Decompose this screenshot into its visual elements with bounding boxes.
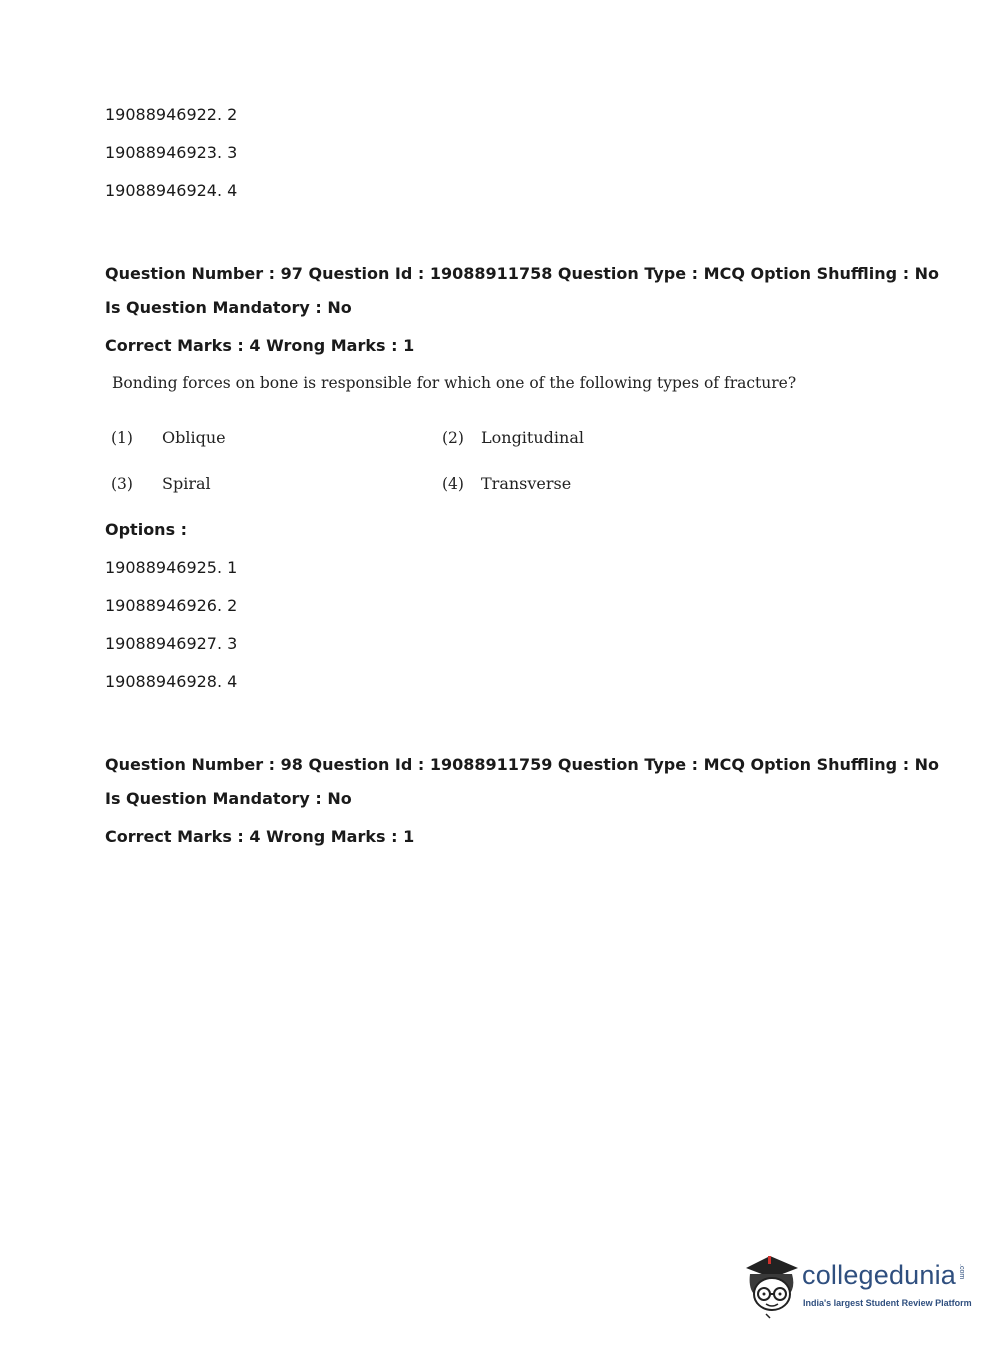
q97-options-label: Options : [105,520,188,539]
prev-option-2: 19088946923. 3 [105,143,238,162]
q97-header: Question Number : 97 Question Id : 19088911758 Question Type : MCQ Option Shuffling : No [105,264,940,283]
q97-choice-1-number: (1) [111,429,133,447]
q97-choice-4-text: Transverse [481,474,572,493]
q98-marks: Correct Marks : 4 Wrong Marks : 1 [105,827,415,846]
q97-choice-3-text: Spiral [162,474,211,493]
prev-option-1: 19088946922. 2 [105,105,238,124]
logo-suffix: .com [958,1264,965,1280]
q97-option-1: 19088946925. 1 [105,558,238,577]
prev-option-3: 19088946924. 4 [105,181,238,200]
q98-mandatory: Is Question Mandatory : No [105,789,352,808]
q97-option-4: 19088946928. 4 [105,672,238,691]
q97-marks: Correct Marks : 4 Wrong Marks : 1 [105,336,415,355]
mascot-icon [742,1250,802,1320]
q97-choice-1-text: Oblique [162,428,226,447]
q97-choice-3-number: (3) [111,475,133,493]
q97-choice-4-number: (4) [442,475,464,493]
q97-option-3: 19088946927. 3 [105,634,238,653]
q97-choice-2-text: Longitudinal [481,428,584,447]
logo-wordmark: collegedunia [802,1260,957,1290]
q97-question-text: Bonding forces on bone is responsible for which one of the following types of fracture? [112,374,797,392]
q97-mandatory: Is Question Mandatory : No [105,298,352,317]
logo-tagline: India's largest Student Review Platform [803,1298,972,1308]
q97-choice-2-number: (2) [442,429,464,447]
q98-header: Question Number : 98 Question Id : 19088911759 Question Type : MCQ Option Shuffling : No [105,755,940,774]
collegedunia-logo [742,1250,972,1320]
q97-option-2: 19088946926. 2 [105,596,238,615]
